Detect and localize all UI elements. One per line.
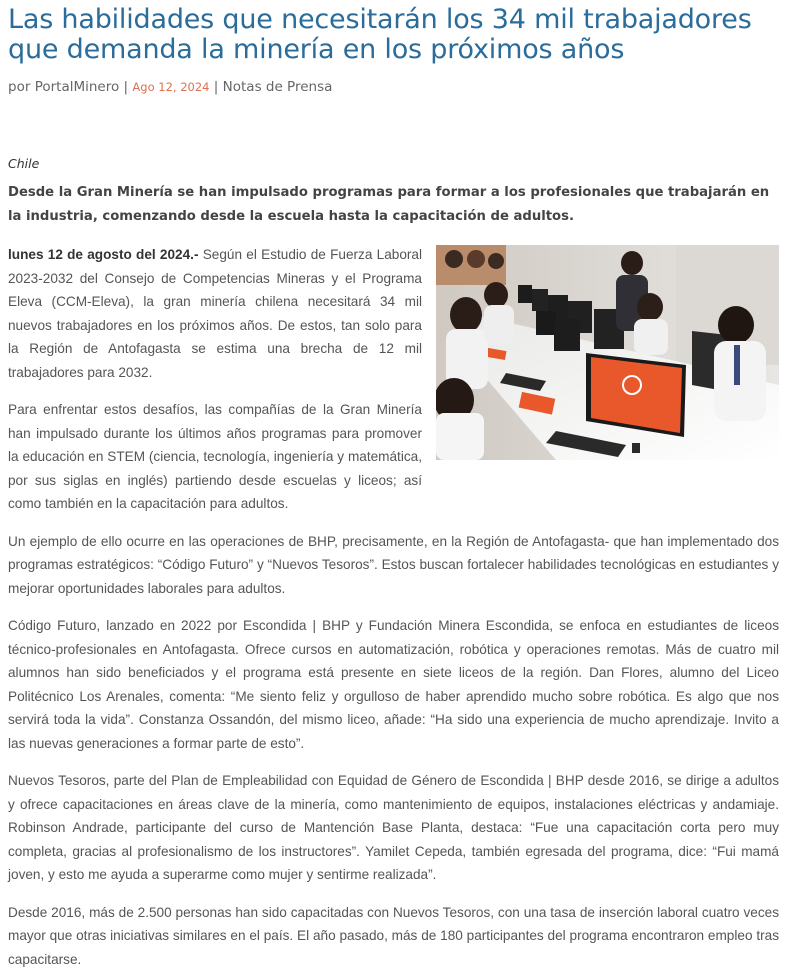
article-location: Chile <box>8 156 40 171</box>
article-lead: Desde la Gran Minería se han impulsado programas para formar a los profesionales que trabajarán en la industria, comenzando desde la escuela hasta la capacitación de adultos. <box>8 185 770 224</box>
students-computer-lab-photo <box>436 245 779 460</box>
article-body <box>8 243 779 971</box>
author-link[interactable]: PortalMinero <box>34 79 120 95</box>
article-title: Las habilidades que necesitarán los 34 mil trabajadores que demanda la minería en los próximos años <box>8 4 752 65</box>
meta-separator: | <box>213 79 219 95</box>
paragraph-1-text: Según el Estudio de Fuerza Laboral 2023-2032 del Consejo de Competencias Mineras y el Programa Eleva (CCM-Eleva), la gran minería chilena necesitará 34 mil nuevos trabajadores en los próximos años. De estos, tan solo para la Región de Antofagasta se estima una brecha de 12 mil trabajadores para 2032. <box>8 247 422 380</box>
paragraph-6: Desde 2016, más de 2.500 personas han sido capacitadas con Nuevos Tesoros, con una tasa de inserción laboral cuatro veces mayor que otras iniciativas similares en el país. El año pasado, más de 180 participantes del programa encontraron empleo tras capacitarse. <box>8 904 779 967</box>
meta-separator: | <box>123 79 129 95</box>
category-link[interactable]: Notas de Prensa <box>222 79 333 95</box>
paragraph-5: Nuevos Tesoros, parte del Plan de Empleabilidad con Equidad de Género de Escondida | BHP desde 2016, se dirige a adultos y ofrece capacitaciones en áreas clave de la minería, como mantenimiento de equipos, instalaciones eléctricas y andamiaje. Robinson Andrade, participante del curso de Mantención Base Planta, destaca: “Fue una capacitación corta pero muy completa, gracias al profesionalismo de los instructores”. Yamilet Cepeda, también egresada del programa, dice: “Fui mamá joven, y esto me ayuda a superarme como mujer y sentirme realizada”. <box>8 773 779 882</box>
post-meta <box>8 78 779 96</box>
paragraph-4: Código Futuro, lanzado en 2022 por Escondida | BHP y Fundación Minera Escondida, se enfoca en estudiantes de liceos técnico-profesionales en Antofagasta. Ofrece cursos en automatización, robótica y operaciones remotas. Más de cuatro mil alumnos han sido beneficiados y el programa está presente en siete liceos de la región. Dan Flores, alumno del Liceo Politécnico Los Arenales, comenta: “Me siento feliz y orgulloso de haber aprendido mucho sobre robótica. Es algo que nos servirá toda la vida”. Constanza Ossandón, del mismo liceo, añade: “Ha sido una experiencia de mucho aprendizaje. Invito a las nuevas generaciones a formar parte de esto”. <box>8 618 779 751</box>
post-date: Ago 12, 2024 <box>132 80 210 94</box>
paragraph-2: Para enfrentar estos desafíos, las compañías de la Gran Minería han impulsado durante los últimos años programas para promover la educación en STEM (ciencia, tecnología, ingeniería y matemática, por sus siglas en inglés) partiendo desde escuelas y liceos; así como también en la capacitación para adultos. <box>8 402 422 511</box>
paragraph-3: Un ejemplo de ello ocurre en las operaciones de BHP, precisamente, en la Región de Antofagasta- que han implementado dos programas estratégicos: “Código Futuro” y “Nuevos Tesoros”. Estos buscan fortalecer habilidades tecnológicas en estudiantes y mejorar oportunidades laborales para adultos. <box>8 533 779 596</box>
dateline: lunes 12 de agosto del 2024.- <box>8 247 199 262</box>
by-prefix: por <box>8 79 31 95</box>
